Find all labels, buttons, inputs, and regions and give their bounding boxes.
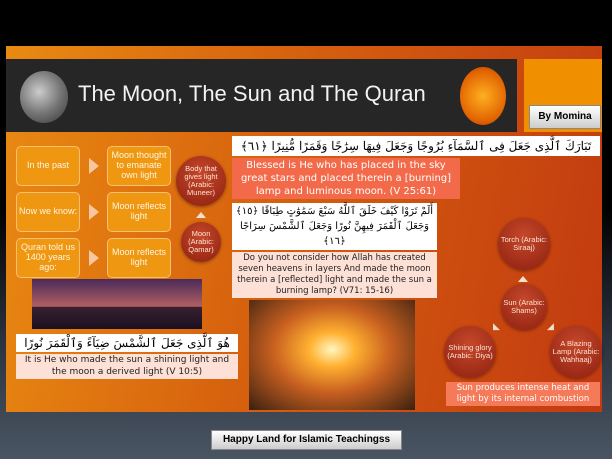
arrow-right-icon (89, 250, 99, 266)
arrow-right-icon (89, 158, 99, 174)
verse-71-arabic (232, 203, 437, 250)
author-button[interactable]: By Momina (529, 105, 601, 129)
arrow-down-left-icon: ◣ (493, 322, 500, 332)
shams-circle: Sun (Arabic: Shams) (501, 284, 547, 330)
verse-71-16-arabic: وَجَعَلَ ٱلْقَمَرَ فِيهِنَّ نُورًا وَجَعَلَ ٱلشَّمْسَ سِرَاجًا ﴿١٦﴾ (240, 221, 429, 247)
siraaj-circle: Torch (Arabic: Siraaj) (498, 218, 550, 270)
slide (6, 46, 602, 412)
sunset-photo (249, 300, 415, 410)
arrow-right-icon (89, 204, 99, 220)
sun-caption: Sun produces intense heat and light by its internal combustion (446, 382, 600, 406)
verse-10-5-arabic: هُوَ ٱلَّذِى جَعَلَ ٱلشَّمْسَ ضِيَآءً وَٱلْقَمَرَ نُورًا (16, 334, 238, 352)
footer-button[interactable]: Happy Land for Islamic Teachingss (211, 430, 402, 450)
verse-71-15-arabic: أَلَمْ تَرَوْا كَيْفَ خَلَقَ ٱللَّهُ سَبْعَ سَمَٰوَٰتٍ طِبَاقًا ﴿١٥﴾ (235, 206, 434, 217)
verse-10-5-english: It is He who made the sun a shining light and the moon a derived light (V 10:5) (16, 354, 238, 379)
flow-row-2-right: Moon reflects light (107, 192, 171, 232)
sun-image (460, 67, 506, 125)
arrow-down-right-icon: ◢ (547, 322, 554, 332)
verses-column (232, 136, 600, 410)
verse-25-61-arabic: تَبَارَكَ ٱلَّذِى جَعَلَ فِى ٱلسَّمَآءِ بُرُوجًا وَجَعَلَ فِيهَا سِرَٰجًا وَقَمَرًا مُّنِيرًا ﴿٦١﴾ (232, 136, 600, 156)
landscape-moon-photo (32, 279, 202, 329)
muneer-circle: Body that gives light (Arabic: Muneer) (176, 156, 226, 206)
flow-row-3-left: Quran told us 1400 years ago: (16, 238, 80, 278)
flow-row-1-left: In the past (16, 146, 80, 186)
flow-row-3-right: Moon reflects light (107, 238, 171, 278)
moon-image (20, 71, 68, 123)
qamar-circle: Moon (Arabic: Qamar) (181, 222, 221, 262)
verse-71-english: Do you not consider how Allah has created seven heavens in layers And made the moon therein a [reflected] light and made the sun a burning lamp? (V71: 15-16) (232, 252, 437, 298)
page-title: The Moon, The Sun and The Quran (78, 81, 426, 106)
flow-row-2-left: Now we know: (16, 192, 80, 232)
flow-row-1-right: Moon thought to emanate own light (107, 146, 171, 186)
verse-10-5-block (16, 334, 238, 379)
title-bar (6, 59, 517, 132)
diya-circle: Shining glory (Arabic: Diya) (444, 326, 496, 378)
verse-25-61-english: Blessed is He who has placed in the sky great stars and placed therein a [burning] lamp and luminous moon. (V 25:61) (232, 158, 460, 199)
arrow-up-icon (196, 212, 206, 218)
wahhaaj-circle: A Blazing Lamp (Arabic: Wahhaaj) (550, 326, 602, 378)
arrow-up-icon (518, 276, 528, 282)
